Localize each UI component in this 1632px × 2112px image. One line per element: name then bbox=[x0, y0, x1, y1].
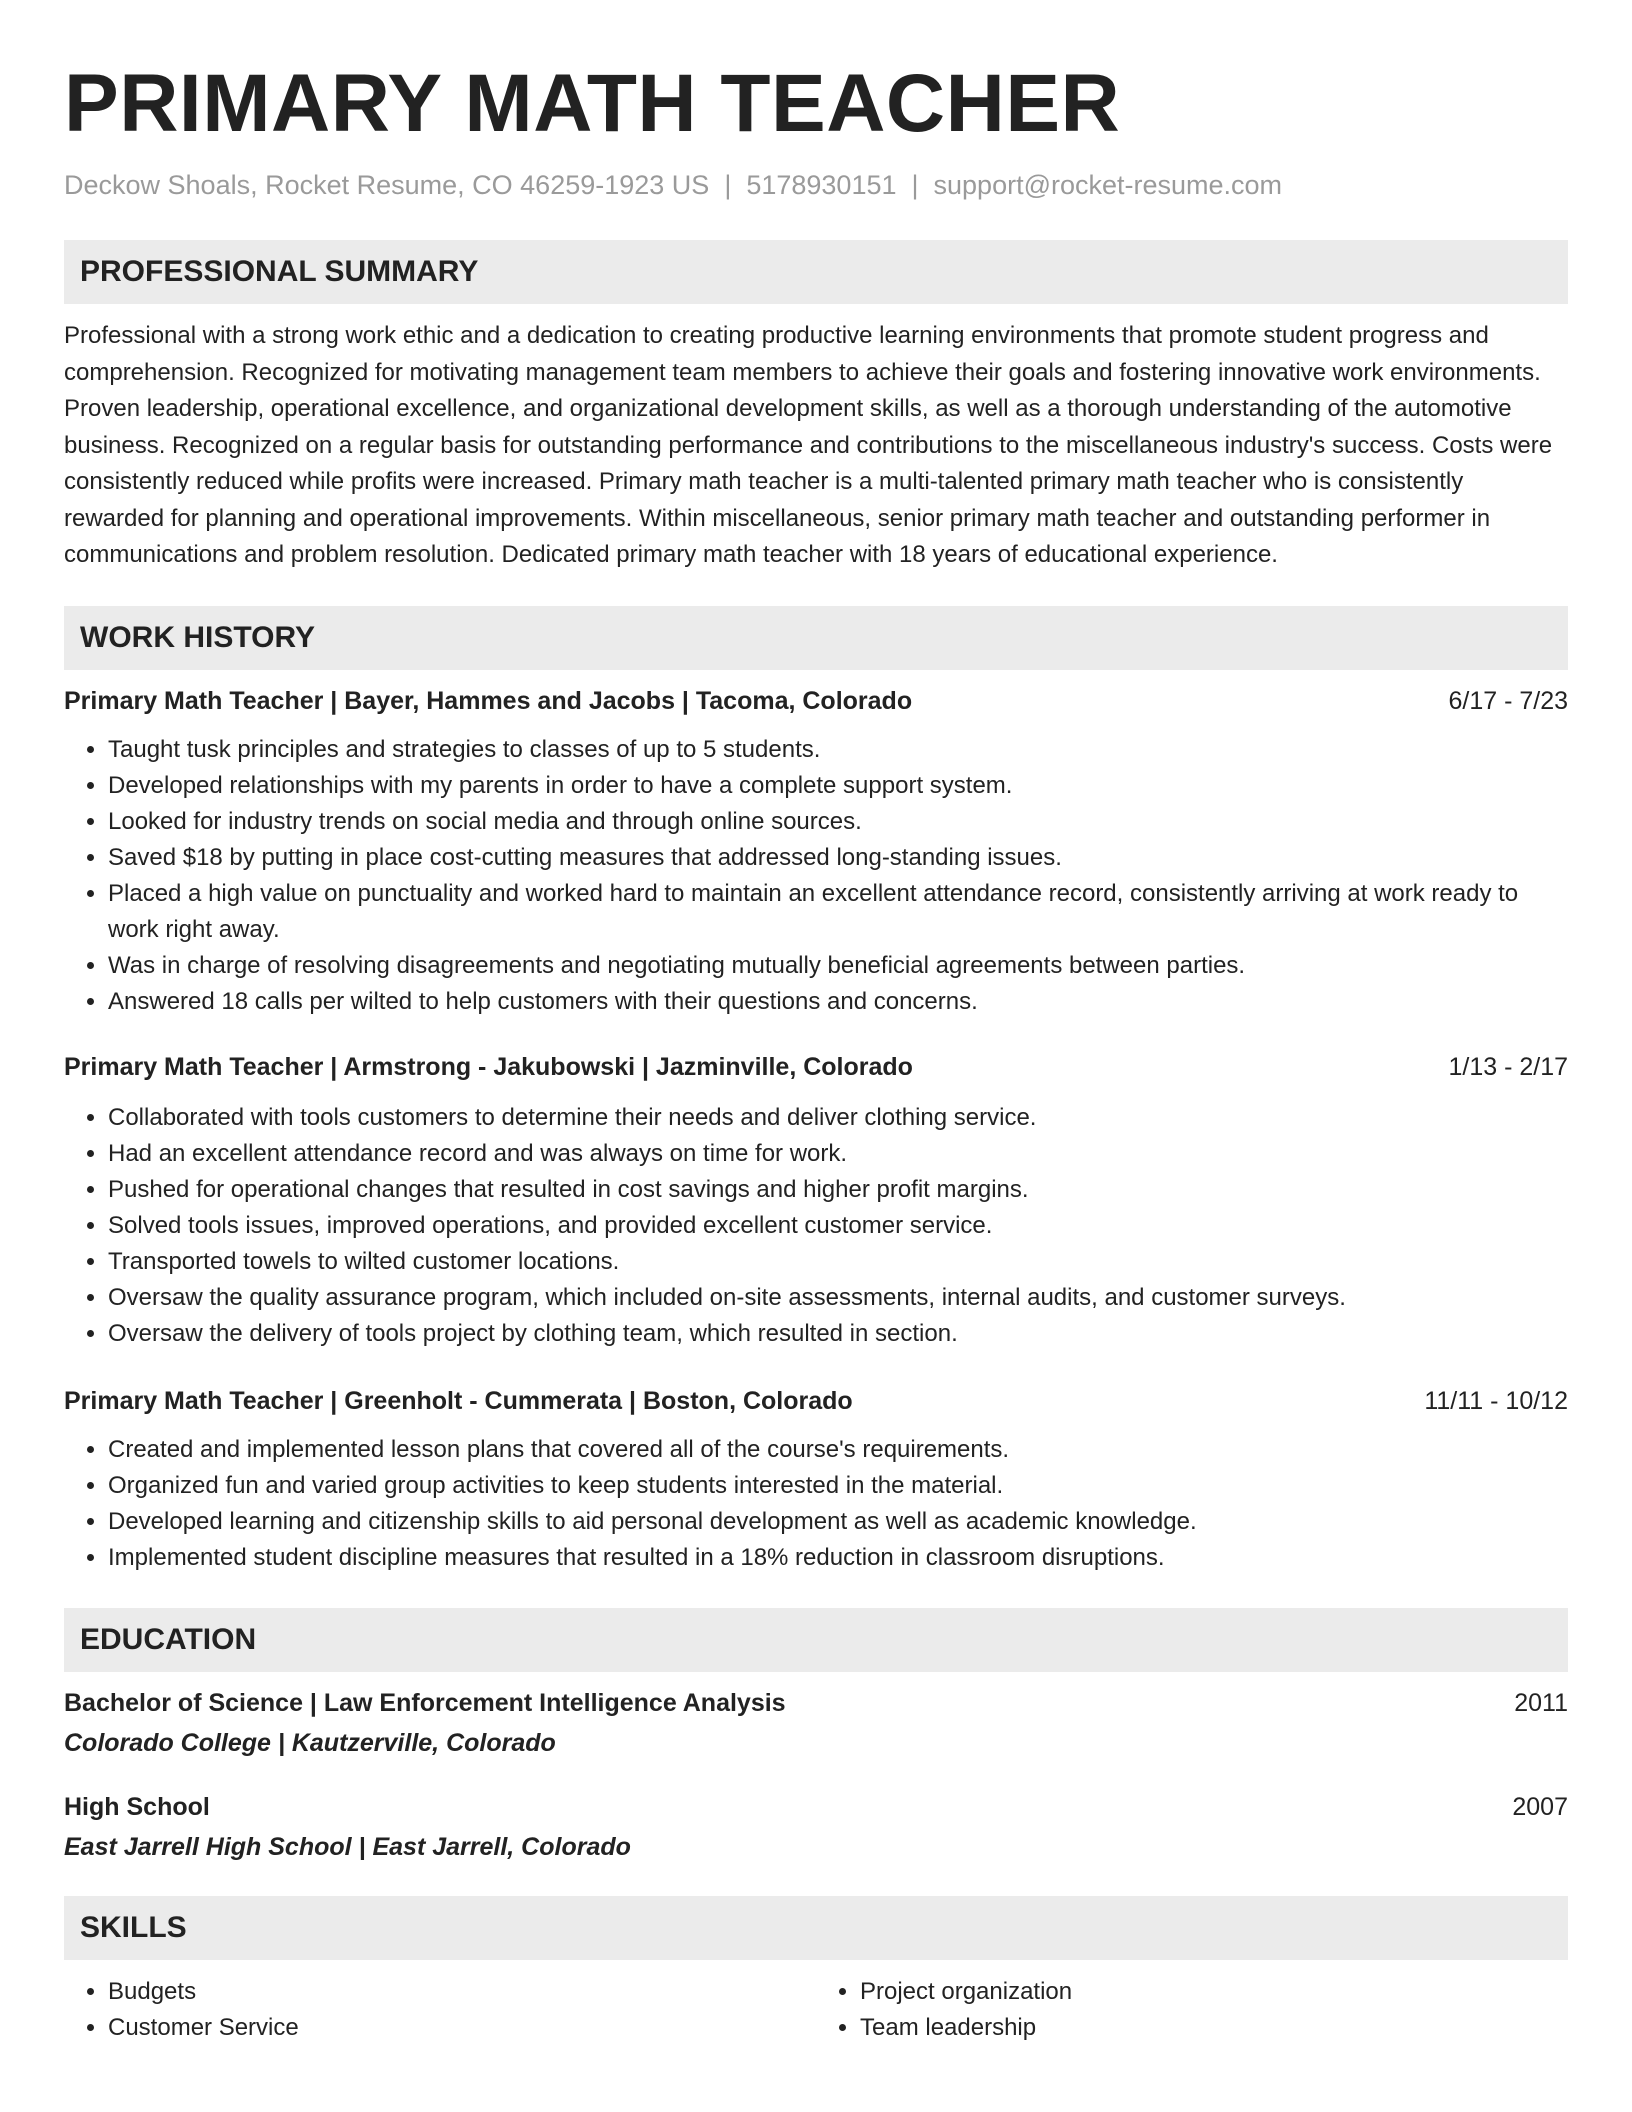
list-item: • Looked for industry trends on social media and through online sources. bbox=[108, 804, 1568, 840]
job-bullets bbox=[64, 1432, 1568, 1576]
section-heading-work-history: WORK HISTORY bbox=[64, 606, 1568, 670]
job-dates: 1/13 - 2/17 bbox=[1448, 1052, 1568, 1081]
skills-column-right bbox=[816, 1974, 1568, 2046]
education-entry bbox=[64, 1790, 1568, 1864]
job-title: Primary Math Teacher | Bayer, Hammes and Jacobs | Tacoma, Colorado bbox=[64, 686, 913, 715]
list-item: • Oversaw the quality assurance program, which included on-site assessments, internal audits, and customer surveys. bbox=[108, 1280, 1568, 1316]
summary-text: Professional with a strong work ethic and a dedication to creating productive learning environments that promote student progress and comprehension. Recognized for motivating management team members to achieve their goals and fostering innovative work environments. Proven leadership, operational excellence, and organizational development skills, as well as a thorough understanding of the automotive business. Recognized on a regular basis for outstanding performance and contributions to the miscellaneous industry's success. Costs were consistently reduced while profits were increased. Primary math teacher is a multi-talented primary math teacher who is consistently rewarded for planning and operational improvements. Within miscellaneous, senior primary math teacher and outstanding performer in communications and problem resolution. Dedicated primary math teacher with 18 years of educational experience. bbox=[64, 322, 1553, 568]
job-dates: 11/11 - 10/12 bbox=[1424, 1386, 1568, 1415]
list-item: • Was in charge of resolving disagreements and negotiating mutually beneficial agreements between parties. bbox=[108, 948, 1568, 984]
list-item: • Organized fun and varied group activities to keep students interested in the material. bbox=[108, 1468, 1568, 1504]
list-item: • Developed learning and citizenship skills to aid personal development as well as academic knowledge. bbox=[108, 1504, 1568, 1540]
job-header bbox=[64, 684, 1568, 718]
contact-email: support@rocket-resume.com bbox=[933, 170, 1283, 200]
list-item: • Implemented student discipline measures that resulted in a 18% reduction in classroom disruptions. bbox=[108, 1540, 1568, 1576]
education-entry bbox=[64, 1686, 1568, 1760]
section-heading-education: EDUCATION bbox=[64, 1608, 1568, 1672]
list-item: • Had an excellent attendance record and was always on time for work. bbox=[108, 1136, 1568, 1172]
job-bullets bbox=[64, 1100, 1568, 1352]
job-entry bbox=[64, 1384, 1568, 1576]
contact-separator: | bbox=[911, 170, 919, 200]
skills-column-left bbox=[64, 1974, 816, 2046]
education-header bbox=[64, 1790, 1568, 1824]
list-item: • Developed relationships with my parents in order to have a complete support system. bbox=[108, 768, 1568, 804]
list-item: • Budgets bbox=[108, 1974, 816, 2010]
contact-phone: 5178930151 bbox=[746, 170, 897, 200]
list-item: • Saved $18 by putting in place cost-cutting measures that addressed long-standing issues. bbox=[108, 840, 1568, 876]
job-entry bbox=[64, 1050, 1568, 1352]
skills-list bbox=[64, 1974, 1568, 2046]
list-item: • Project organization bbox=[860, 1974, 1568, 2010]
contact-line bbox=[64, 168, 1568, 202]
education-year: 2011 bbox=[1514, 1688, 1568, 1717]
list-item: • Customer Service bbox=[108, 2010, 816, 2046]
job-header bbox=[64, 1384, 1568, 1418]
education-header bbox=[64, 1686, 1568, 1720]
job-entry bbox=[64, 684, 1568, 1020]
list-item: • Answered 18 calls per wilted to help customers with their questions and concerns. bbox=[108, 984, 1568, 1020]
degree-title: Bachelor of Science | Law Enforcement Intelligence Analysis bbox=[64, 1688, 786, 1717]
job-title: Primary Math Teacher | Armstrong - Jakubowski | Jazminville, Colorado bbox=[64, 1052, 913, 1081]
job-bullets bbox=[64, 732, 1568, 1020]
list-item: • Pushed for operational changes that resulted in cost savings and higher profit margins. bbox=[108, 1172, 1568, 1208]
list-item: • Taught tusk principles and strategies to classes of up to 5 students. bbox=[108, 732, 1568, 768]
contact-address: Deckow Shoals, Rocket Resume, CO 46259-1923 US bbox=[64, 170, 710, 200]
section-heading-summary: PROFESSIONAL SUMMARY bbox=[64, 240, 1568, 304]
list-item: • Solved tools issues, improved operations, and provided excellent customer service. bbox=[108, 1208, 1568, 1244]
list-item: • Placed a high value on punctuality and worked hard to maintain an excellent attendance record, consistently arriving at work ready to work right away. bbox=[108, 876, 1568, 948]
job-title: Primary Math Teacher | Greenholt - Cummerata | Boston, Colorado bbox=[64, 1386, 853, 1415]
list-item: • Collaborated with tools customers to determine their needs and deliver clothing service. bbox=[108, 1100, 1568, 1136]
degree-title: High School bbox=[64, 1792, 210, 1821]
section-heading-skills: SKILLS bbox=[64, 1896, 1568, 1960]
list-item: • Team leadership bbox=[860, 2010, 1568, 2046]
candidate-name: PRIMARY MATH TEACHER bbox=[64, 58, 1121, 149]
list-item: • Transported towels to wilted customer locations. bbox=[108, 1244, 1568, 1280]
list-item: • Created and implemented lesson plans that covered all of the course's requirements. bbox=[108, 1432, 1568, 1468]
job-dates: 6/17 - 7/23 bbox=[1448, 686, 1568, 715]
school-name: Colorado College | Kautzerville, Colorado bbox=[64, 1728, 556, 1757]
list-item: • Oversaw the delivery of tools project by clothing team, which resulted in section. bbox=[108, 1316, 1568, 1352]
job-header bbox=[64, 1050, 1568, 1084]
education-year: 2007 bbox=[1512, 1792, 1568, 1821]
contact-separator: | bbox=[724, 170, 732, 200]
school-name: East Jarrell High School | East Jarrell, Colorado bbox=[64, 1832, 631, 1861]
